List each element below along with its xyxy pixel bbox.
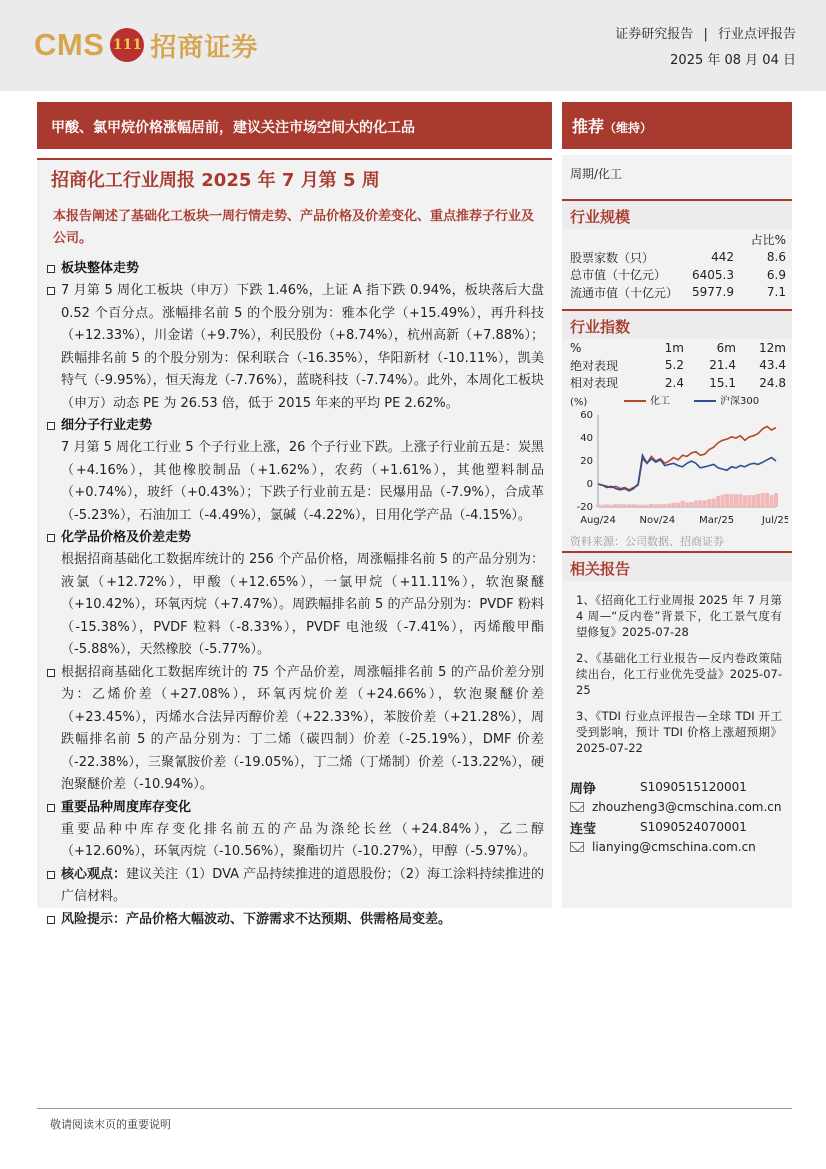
- index-row-12m: 24.8: [759, 375, 786, 390]
- analyst-name: 周铮: [570, 781, 597, 797]
- report-category: 行业点评报告: [717, 27, 796, 42]
- section-heading-inventory: [45, 797, 544, 819]
- footer-note: 敬请阅读末页的重要说明: [50, 1118, 171, 1131]
- analyst-cert: S1090515120001: [640, 780, 747, 794]
- header-separator: |: [703, 27, 708, 42]
- paragraph-subindustry: 7 月第 5 周化工行业 5 个子行业上涨，26 个子行业下跌。上涨子行业前五是：炭黑（+4.16%），其他橡胶制品（+1.62%），农药（+1.61%），其他塑料制品（+0.74%），玻纤（+0.43%）；下跌子行业前五是：民爆用品（-7.9%），合成革（-5.23%），石油加工（-4.49%），氯碱（-4.22%），日用化学产品（-4.15%）。: [61, 440, 544, 523]
- y-tick-label: 60: [580, 410, 593, 421]
- report-date: 2025 年 08 月 04 日: [670, 53, 796, 68]
- paragraph-text: [61, 909, 544, 932]
- square-bullet-icon: [47, 871, 55, 879]
- paragraph-sector-trend: [45, 280, 544, 415]
- y-tick-label: 0: [586, 479, 593, 490]
- rating-label: 推荐: [572, 117, 605, 136]
- paragraph-core-view: [45, 864, 544, 909]
- index-heading: 行业指数: [562, 309, 792, 339]
- y-tick-label: 40: [580, 433, 593, 444]
- x-tick-label: Nov/24: [639, 515, 676, 526]
- chart-source: 资料来源：公司数据、招商证券: [570, 535, 724, 548]
- section-heading-prices: [45, 527, 544, 549]
- index-table: [570, 339, 786, 392]
- analyst-block: [570, 777, 786, 857]
- risk-label: 风险提示：: [61, 911, 127, 927]
- scale-row-name: 流通市值（十亿元）: [570, 285, 679, 300]
- mail-icon: [570, 842, 584, 852]
- y-tick-label: 20: [580, 456, 593, 467]
- report-type: 证券研究报告: [615, 27, 694, 42]
- report-summary: 本报告阐述了基础化工板块一周行情走势、产品价格及价差变化、重点推荐子行业及公司。: [53, 209, 535, 246]
- square-bullet-icon: [47, 265, 55, 273]
- y-axis-unit-label: (%): [570, 397, 588, 408]
- logo-mark-text: 111: [112, 37, 142, 53]
- risk-text: 产品价格大幅波动、下游需求不达预期、供需格局变差。: [126, 911, 452, 927]
- scale-row-pct: 6.9: [766, 267, 786, 282]
- y-tick-label: -20: [576, 502, 593, 513]
- index-col-12m: 12m: [759, 340, 786, 355]
- core-view-text: 建议关注（1）DVA 产品持续推进的道恩股份；（2）海工涂料持续推进的广信材料。: [61, 866, 544, 904]
- analyst-row: [570, 817, 786, 837]
- related-heading: 相关报告: [562, 551, 792, 581]
- scale-row-value: 6405.3: [692, 267, 734, 282]
- scale-table: [570, 231, 786, 301]
- section-title: 重要品种周度库存变化: [61, 799, 192, 815]
- series-line-chem: [598, 427, 776, 490]
- paragraph-risk: [45, 909, 544, 932]
- analyst-email-row: [570, 837, 786, 857]
- related-report-item[interactable]: 1、《招商化工行业周报 2025 年 7 月第 4 周—“反内卷”背景下，化工景气度有望修复》2025-07-28: [576, 593, 782, 639]
- scale-heading: 行业规模: [562, 199, 792, 229]
- paragraph-spreads: [45, 662, 544, 797]
- rating-banner: [562, 102, 792, 149]
- section-heading-subindustry: [45, 415, 544, 437]
- series-line-hs300: [598, 455, 776, 491]
- square-bullet-icon: [47, 287, 55, 295]
- headline-banner: 甲酸、氯甲烷价格涨幅居前，建议关注市场空间大的化工品: [37, 102, 552, 149]
- paragraph-prices: 根据招商基础化工数据库统计的 256 个产品价格，周涨幅排名前 5 的产品分别为：液氯（+12.72%），甲酸（+12.65%），一氯甲烷（+11.11%），软泡聚醚（+10.42%），环氧丙烷（+7.47%）。周跌幅排名前 5 的产品分别为：PVDF 粉料（-15.38%），PVDF 粒料（-8.33%），PVDF 电池级（-7.41%），丙烯酸甲酯（-5.88%），天然橡胶（-5.77%）。: [61, 552, 544, 657]
- logo-latin: CMS: [34, 27, 105, 62]
- index-row-1m: 2.4: [664, 375, 684, 390]
- scale-row-pct: 8.6: [766, 250, 786, 265]
- legend-label: 沪深300: [720, 396, 760, 407]
- square-bullet-icon: [47, 534, 55, 542]
- paragraph-text: [61, 864, 544, 909]
- x-tick-label: Jul/25: [761, 515, 788, 526]
- scale-row: [570, 266, 786, 284]
- company-logo: [34, 25, 258, 65]
- index-row: [570, 357, 786, 375]
- scale-row-value: 5977.9: [692, 285, 734, 300]
- section-title: 细分子行业走势: [61, 418, 153, 433]
- index-row-12m: 43.4: [759, 358, 786, 373]
- rating-sub: （维持）: [604, 121, 653, 135]
- logo-cn: 招商证券: [150, 32, 259, 63]
- analyst-email[interactable]: zhouzheng3@cmschina.com.cn: [592, 800, 782, 814]
- index-col-unit: %: [570, 340, 582, 355]
- scale-row-name: 总市值（十亿元）: [570, 268, 667, 283]
- square-bullet-icon: [47, 804, 55, 812]
- related-report-item[interactable]: 3、《TDI 行业点评报告—全球 TDI 开工受到影响，预计 TDI 价格上涨超预期》2025-07-22: [576, 709, 782, 755]
- scale-header-row: [570, 231, 786, 249]
- square-bullet-icon: [47, 422, 55, 430]
- industry-classification: 周期/化工: [570, 167, 623, 181]
- index-chart: [566, 393, 788, 533]
- header-meta: [615, 22, 796, 74]
- index-row-name: 相对表现: [570, 376, 619, 391]
- index-header-row: [570, 339, 786, 357]
- section-title: 板块整体走势: [61, 261, 140, 276]
- x-tick-label: Mar/25: [699, 515, 735, 526]
- analyst-cert: S1090524070001: [640, 820, 747, 834]
- paragraph-text: 7 月第 5 周化工板块（申万）下跌 1.46%，上证 A 指下跌 0.94%，板块落后大盘 0.52 个百分点。涨幅排名前 5 的个股分别为：雅本化学（+15.49%），再升科技（+12.33%），川金诺（+9.7%），利民股份（+8.74%），杭州高新（+7.88%）；跌幅排名前 5 的个股分别为：保利联合（-16.35%），华阳新材（-10.11%），凯美特气（-9.95%），恒天海龙（-7.76%），蓝晓科技（-7.74%）。此外，本周化工板块（申万）动态 PE 为 26.53 倍，低于 2015 年来的平均 PE 2.62%。: [61, 283, 544, 411]
- core-view-label: 核心观点：: [61, 866, 127, 882]
- section-title: 化学品价格及价差走势: [61, 530, 192, 545]
- report-title: 招商化工行业周报 2025 年 7 月第 5 周: [37, 158, 552, 200]
- related-report-item[interactable]: 2、《基础化工行业报告—反内卷政策陆续出台，化工行业优先受益》2025-07-25: [576, 651, 782, 697]
- square-bullet-icon: [47, 669, 55, 677]
- scale-row: [570, 284, 786, 302]
- scale-row-name: 股票家数（只）: [570, 250, 655, 265]
- square-bullet-icon: [47, 916, 55, 924]
- related-reports: [576, 592, 782, 766]
- index-row-6m: 21.4: [709, 358, 736, 373]
- index-row-6m: 15.1: [709, 375, 736, 390]
- index-row-1m: 5.2: [664, 358, 684, 373]
- sidebar: [562, 155, 792, 908]
- index-row-name: 绝对表现: [570, 358, 619, 373]
- section-heading-sector-trend: [45, 258, 544, 280]
- pct-header: 占比%: [750, 233, 786, 248]
- legend-label: 化工: [650, 396, 670, 407]
- scale-row: [570, 249, 786, 267]
- index-row: [570, 374, 786, 392]
- index-col-1m: 1m: [664, 340, 684, 355]
- analyst-row: [570, 777, 786, 797]
- index-chart-svg: [566, 393, 788, 533]
- mail-icon: [570, 802, 584, 812]
- paragraph-inventory: 重要品种中库存变化排名前五的产品为涤纶长丝（+24.84%），乙二醇（+12.60%），环氧丙烷（-10.56%），聚酯切片（-10.27%），甲醇（-5.97%）。: [61, 821, 544, 859]
- x-tick-label: Aug/24: [580, 515, 616, 526]
- scale-row-pct: 7.1: [766, 285, 786, 300]
- analyst-email[interactable]: lianying@cmschina.com.cn: [592, 840, 756, 854]
- main-content: [37, 200, 552, 927]
- analyst-email-row: [570, 797, 786, 817]
- paragraph-text: 根据招商基础化工数据库统计的 75 个产品价差，周涨幅排名前 5 的产品价差分别为：乙烯价差（+27.08%），环氧丙烷价差（+24.66%），软泡聚醚价差（+23.45%），丙烯水合法异丙醇价差（+22.33%），苯胺价差（+21.28%），周跌幅排名前 5 的产品分别为：丁二烯（碳四制）价差（-25.19%），DMF 价差（-22.38%），三聚氰胺价差（-19.05%），丁二烯（丁烯制）价差（-13.22%），硬泡聚醚价差（-10.94%）。: [61, 664, 544, 792]
- analyst-name: 连莹: [570, 821, 597, 837]
- index-col-6m: 6m: [716, 340, 736, 355]
- scale-row-value: 442: [711, 250, 734, 265]
- footer-rule: [37, 1108, 792, 1109]
- logo-mark-icon: [110, 28, 144, 62]
